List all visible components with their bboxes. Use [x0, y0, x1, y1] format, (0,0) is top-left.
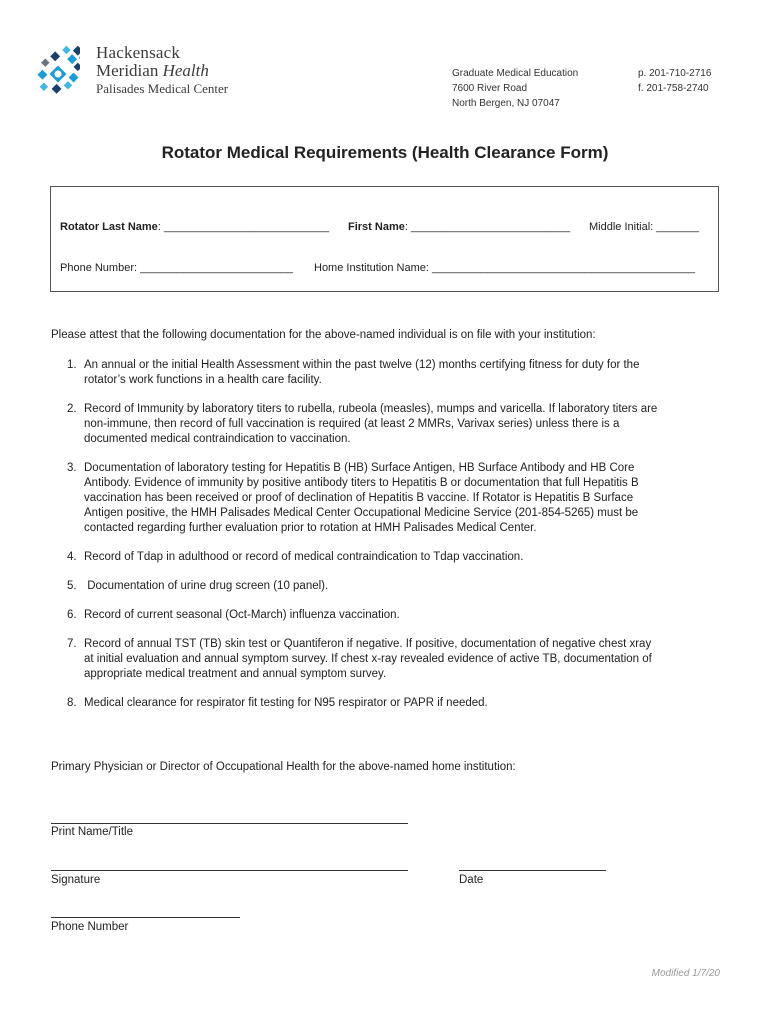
requirement-line: non-immune, then record of full vaccination is required (at least 2 MMRs, Varivax series) unless there is a: [84, 418, 620, 430]
requirement-number: 4.: [67, 551, 77, 563]
requirement-item: [51, 579, 711, 594]
requirement-line: Medical clearance for respirator fit testing for N95 respirator or PAPR if needed.: [84, 697, 488, 709]
requirement-number: 1.: [67, 359, 77, 371]
requirement-line: Documentation of laboratory testing for Hepatitis B (HB) Surface Antigen, HB Surface Antibody and HB Core: [84, 462, 635, 474]
date-line[interactable]: [459, 870, 606, 871]
requirement-text: [84, 637, 711, 682]
requirement-item: [51, 461, 711, 536]
phone-number-label: Phone Number: [51, 921, 129, 933]
requirement-number: 8.: [67, 697, 77, 709]
address-block: [452, 66, 578, 111]
requirement-item: [51, 637, 711, 682]
first-name-blank: : __________________________: [404, 221, 571, 233]
requirement-line: Record of current seasonal (Oct-March) influenza vaccination.: [84, 609, 400, 621]
requirement-line: contacted regarding further evaluation prior to rotation at HMH Palisades Medical Center.: [84, 522, 537, 534]
requirement-text: [84, 608, 711, 623]
requirement-text: [84, 461, 711, 536]
requirements-list: [51, 358, 711, 725]
logo-line-3: Palisades Medical Center: [96, 81, 229, 96]
signature-label: Signature: [51, 874, 101, 886]
requirement-number: 7.: [67, 638, 77, 650]
hmh-logo-icon: [36, 38, 80, 110]
contact-block: [638, 66, 711, 96]
requirement-line: appropriate medical treatment and annual symptom survey.: [84, 668, 387, 680]
logo-line-2: [96, 62, 228, 80]
rotator-info-box: [50, 186, 719, 292]
requirement-line: Record of annual TST (TB) skin test or Quantiferon if negative. If positive, documentation of negative chest xray: [84, 638, 652, 650]
home-institution-field[interactable]: Home Institution Name: ___________________________________________: [314, 262, 696, 274]
address-line: North Bergen, NJ 07047: [452, 98, 560, 109]
requirement-item: [51, 608, 711, 623]
requirement-number: 2.: [67, 403, 77, 415]
requirement-line: rotator’s work functions in a health care facility.: [84, 374, 322, 386]
requirement-line: Documentation of urine drug screen (10 panel).: [84, 580, 329, 592]
phone-number-line[interactable]: [51, 917, 240, 918]
address-line: Graduate Medical Education: [452, 68, 579, 79]
first-name-label: First Name: [348, 221, 405, 233]
requirement-number: 6.: [67, 609, 77, 621]
requirement-line: Antibody. Evidence of immunity by positive antibody titers to Hepatitis B or documentation that full Hepatitis B: [84, 477, 639, 489]
requirement-number: 5.: [67, 580, 77, 592]
logo-line-2-italic: Health: [162, 61, 209, 80]
requirement-number: 3.: [67, 462, 77, 474]
requirement-item: [51, 550, 711, 565]
logo-line-2-prefix: Meridian: [96, 61, 159, 80]
logo-wordmark: [96, 44, 228, 98]
requirement-line: Record of Immunity by laboratory titers to rubella, rubeola (measles), mumps and varicella. If laboratory titers are: [84, 403, 658, 415]
page-title: Rotator Medical Requirements (Health Clearance Form): [161, 143, 609, 162]
requirement-line: An annual or the initial Health Assessment within the past twelve (12) months certifying fitness for duty for the: [84, 359, 640, 371]
phone-number: p. 201-710-2716: [638, 68, 712, 79]
logo-line-1: Hackensack: [96, 43, 181, 62]
requirement-text: [84, 579, 711, 594]
requirement-text: [84, 358, 711, 388]
requirement-item: [51, 696, 711, 711]
requirement-item: [51, 402, 711, 447]
date-label: Date: [459, 874, 484, 886]
requirement-line: vaccination has been received or proof of declination of Hepatitis B vaccine. If Rotator is Hepatitis B Surface: [84, 492, 634, 504]
address-line: 7600 River Road: [452, 83, 528, 94]
requirement-text: [84, 402, 711, 447]
physician-attestation-label: Primary Physician or Director of Occupational Health for the above-named home institution:: [51, 761, 516, 773]
requirement-line: Record of Tdap in adulthood or record of medical contraindication to Tdap vaccination.: [84, 551, 524, 563]
print-name-line[interactable]: [51, 823, 408, 824]
requirement-line: Antigen positive, the HMH Palisades Medical Center Occupational Medicine Service (201-854-5265) must be: [84, 507, 639, 519]
last-name-label: Rotator Last Name: [60, 221, 158, 233]
last-name-blank: : ___________________________: [157, 221, 330, 233]
phone-number-field[interactable]: Phone Number: _________________________: [60, 262, 294, 274]
print-name-label: Print Name/Title: [51, 826, 134, 838]
requirement-text: [84, 550, 711, 565]
requirement-item: [51, 358, 711, 388]
middle-initial-field[interactable]: Middle Initial: _______: [589, 221, 700, 233]
modified-date-footer: Modified 1/7/20: [651, 968, 720, 979]
last-name-field[interactable]: [60, 221, 329, 233]
requirement-text: [84, 696, 711, 711]
attestation-intro: Please attest that the following documentation for the above-named individual is on file with your institution:: [51, 329, 596, 341]
requirement-line: at initial evaluation and annual symptom survey. If chest x-ray revealed evidence of active TB, documentation of: [84, 653, 652, 665]
requirement-line: documented medical contraindication to vaccination.: [84, 433, 351, 445]
signature-line[interactable]: [51, 870, 408, 871]
first-name-field[interactable]: [348, 221, 570, 233]
fax-number: f. 201-758-2740: [638, 83, 709, 94]
